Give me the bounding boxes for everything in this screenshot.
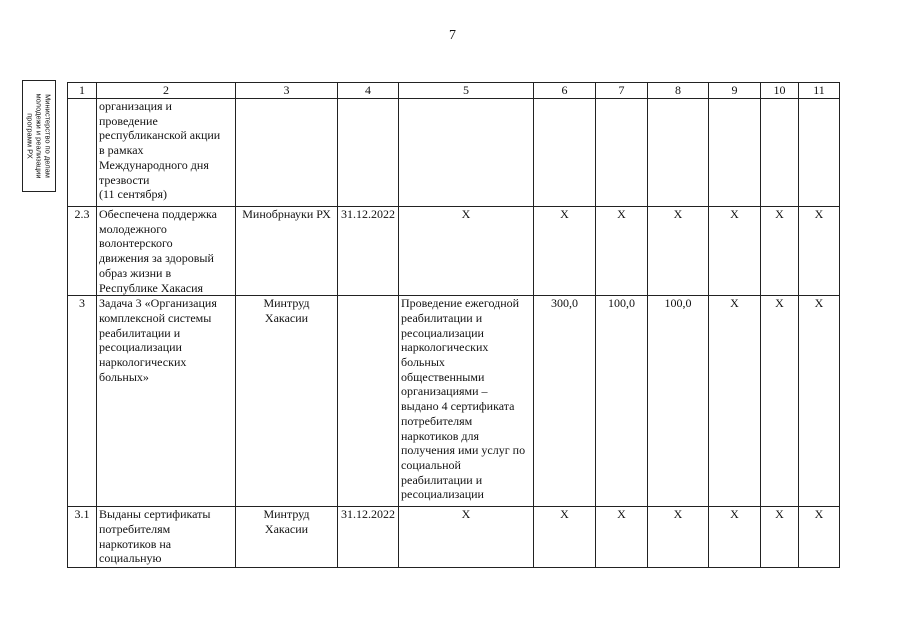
cell-line: реабилитации и <box>401 472 483 487</box>
cell-executor <box>236 296 338 507</box>
cell-activity-name <box>97 207 236 296</box>
cell-c8: 100,0 <box>648 296 709 507</box>
table-row <box>68 207 840 296</box>
column-header: 8 <box>648 83 709 99</box>
cell-c6: Х <box>534 207 596 296</box>
cell-c9: Х <box>709 207 761 296</box>
cell-executor <box>236 507 338 568</box>
cell-line: проведение <box>99 113 158 128</box>
cell-line: Республике Хакасия <box>99 280 204 295</box>
table-header-row <box>68 83 840 99</box>
cell-line: (11 сентября) <box>99 187 167 202</box>
cell-c10: Х <box>761 207 799 296</box>
cell-line: потребителям <box>401 413 473 428</box>
cell-executor <box>236 99 338 207</box>
cell-line: выдано 4 сертификата <box>401 399 515 414</box>
cell-line: молодежного <box>99 221 167 236</box>
cell-line: Задача 3 «Организация <box>99 296 217 311</box>
cell-c11: Х <box>799 296 840 507</box>
stamp-text <box>26 82 53 190</box>
column-header: 10 <box>761 83 799 99</box>
cell-line: ресоциализации <box>401 487 484 502</box>
column-header: 7 <box>596 83 648 99</box>
cell-c11: Х <box>799 507 840 568</box>
cell-deadline <box>338 99 399 207</box>
cell-activity-name <box>97 99 236 207</box>
table-row <box>68 296 840 507</box>
table-row <box>68 507 840 568</box>
cell-executor <box>236 207 338 296</box>
cell-number: 3.1 <box>68 507 97 568</box>
cell-c7: 100,0 <box>596 296 648 507</box>
cell-line: ресоциализации <box>99 340 182 355</box>
cell-line: в рамках <box>99 143 144 158</box>
cell-c6 <box>534 99 596 207</box>
stamp-line: программ РХ <box>25 113 35 159</box>
cell-c7: Х <box>596 507 648 568</box>
cell-line: реабилитации и <box>99 325 181 340</box>
cell-c10: Х <box>761 296 799 507</box>
cell-line: республиканской акции <box>99 128 221 143</box>
cell-c11: Х <box>799 207 840 296</box>
stamp-line: Министерство по делам <box>43 94 53 178</box>
registration-stamp <box>22 80 56 192</box>
column-header: 5 <box>399 83 534 99</box>
cell-line: Минтруд <box>263 296 310 311</box>
cell-line: комплексной системы <box>99 310 212 325</box>
cell-number <box>68 99 97 207</box>
column-header: 4 <box>338 83 399 99</box>
cell-line: организация и <box>99 99 172 113</box>
program-activities-table <box>67 82 840 568</box>
cell-line: наркологических <box>99 355 187 370</box>
cell-line: Выданы сертификаты <box>99 507 211 522</box>
cell-line: Обеспечена поддержка <box>99 207 218 221</box>
cell-c9 <box>709 99 761 207</box>
cell-line: больных <box>401 355 445 370</box>
table-row <box>68 99 840 207</box>
cell-line: наркотиков для <box>401 428 479 443</box>
cell-c9: Х <box>709 296 761 507</box>
cell-c10: Х <box>761 507 799 568</box>
cell-line: трезвости <box>99 172 150 187</box>
cell-line: общественными <box>401 369 485 384</box>
cell-deadline: 31.12.2022 <box>338 507 399 568</box>
cell-activity-name <box>97 296 236 507</box>
cell-line: Международного дня <box>99 157 209 172</box>
column-header: 2 <box>97 83 236 99</box>
cell-number: 3 <box>68 296 97 507</box>
cell-c11 <box>799 99 840 207</box>
cell-line: получения ими услуг по <box>401 443 526 458</box>
column-header: 6 <box>534 83 596 99</box>
cell-line: образ жизни в <box>99 265 172 280</box>
cell-result <box>399 296 534 507</box>
cell-c8: Х <box>648 507 709 568</box>
cell-line: социальной <box>401 457 461 472</box>
cell-result <box>399 99 534 207</box>
column-header: 1 <box>68 83 97 99</box>
cell-line: реабилитации и <box>401 310 483 325</box>
stamp-line: молодежи и реализации <box>34 93 44 179</box>
cell-c9: Х <box>709 507 761 568</box>
cell-line: движения за здоровый <box>99 251 214 266</box>
cell-c7 <box>596 99 648 207</box>
cell-result <box>399 507 534 568</box>
table-body <box>68 99 840 568</box>
cell-number: 2.3 <box>68 207 97 296</box>
cell-c8: Х <box>648 207 709 296</box>
cell-line: ресоциализации <box>401 325 484 340</box>
cell-line: социальную <box>99 551 162 566</box>
cell-deadline: 31.12.2022 <box>338 207 399 296</box>
cell-line: Проведение ежегодной <box>401 296 520 311</box>
cell-c7: Х <box>596 207 648 296</box>
page-number: 7 <box>449 28 456 43</box>
cell-line: Минтруд <box>263 507 310 522</box>
cell-line: волонтерского <box>99 236 173 251</box>
cell-line: больных» <box>99 369 149 384</box>
cell-line: наркотиков на <box>99 536 172 551</box>
cell-activity-name <box>97 507 236 568</box>
cell-c8 <box>648 99 709 207</box>
cell-line: Минобрнауки РХ <box>242 207 331 221</box>
column-header: 9 <box>709 83 761 99</box>
cell-line: Хакасии <box>264 521 309 536</box>
cell-line: организациями – <box>401 384 488 399</box>
cell-c10 <box>761 99 799 207</box>
cell-result <box>399 207 534 296</box>
cell-line: Хакасии <box>264 310 309 325</box>
column-header: 3 <box>236 83 338 99</box>
cell-c6: Х <box>534 507 596 568</box>
cell-line: потребителям <box>99 521 171 536</box>
column-header: 11 <box>799 83 840 99</box>
cell-deadline <box>338 296 399 507</box>
cell-line: наркологических <box>401 340 489 355</box>
cell-c6: 300,0 <box>534 296 596 507</box>
cell-line: Х <box>461 207 471 221</box>
cell-line: Х <box>461 507 471 522</box>
